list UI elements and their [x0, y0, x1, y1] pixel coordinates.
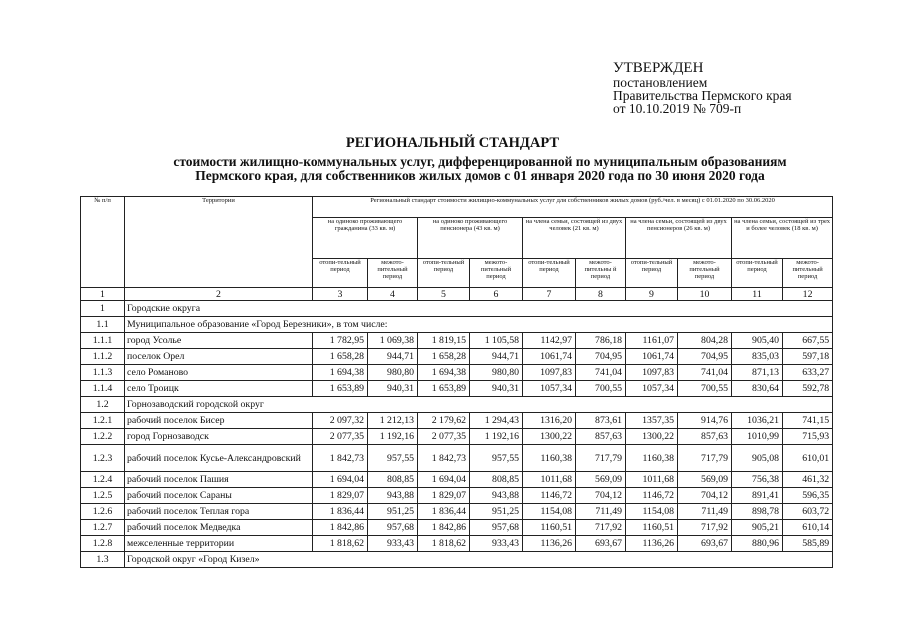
territory-name: рабочий поселок Медведка: [125, 520, 313, 536]
tariff-value: 569,09: [678, 472, 732, 488]
tariff-value: 1057,34: [523, 381, 576, 397]
column-number: 7: [523, 288, 576, 301]
tariff-value: 1 842,86: [313, 520, 368, 536]
tariff-value: 857,63: [576, 429, 626, 445]
tariff-value: 1146,72: [523, 488, 576, 504]
table-row: [81, 445, 833, 472]
header-group: на одиноко проживающего пенсионера (43 кв. м): [418, 218, 523, 259]
header-period: отопи-тельный период: [418, 259, 470, 288]
approval-line: постановлением: [613, 75, 708, 90]
table-row: [81, 504, 833, 520]
column-number: 12: [783, 288, 833, 301]
tariff-value: 693,67: [678, 536, 732, 552]
header-group: на одиноко проживающего гражданина (33 кв. м): [313, 218, 418, 259]
tariff-value: 1 819,15: [418, 333, 470, 349]
tariff-value: 873,61: [576, 413, 626, 429]
tariff-value: 596,35: [783, 488, 833, 504]
section-title: Муниципальное образование «Город Березники», в том числе:: [125, 317, 833, 333]
tariff-value: 1 653,89: [418, 381, 470, 397]
tariff-value: 1160,38: [626, 445, 678, 472]
tariff-value: 804,28: [678, 333, 732, 349]
tariff-value: 1 192,16: [470, 429, 523, 445]
section-row: [81, 552, 833, 568]
tariff-value: 898,78: [732, 504, 783, 520]
tariff-value: 592,78: [783, 381, 833, 397]
tariff-value: 808,85: [470, 472, 523, 488]
tariff-value: 940,31: [368, 381, 418, 397]
tariff-value: 943,88: [470, 488, 523, 504]
tariff-value: 1136,26: [523, 536, 576, 552]
tariff-value: 1 842,73: [418, 445, 470, 472]
header-period: межото-пительный период: [783, 259, 833, 288]
tariff-value: 957,68: [368, 520, 418, 536]
tariff-value: 610,01: [783, 445, 833, 472]
approval-stamp: [613, 60, 898, 115]
column-number-row: [81, 288, 833, 301]
tariff-value: 933,43: [470, 536, 523, 552]
header-period: межото-пительный период: [470, 259, 523, 288]
table-body: [81, 301, 833, 568]
territory-name: рабочий поселок Сараны: [125, 488, 313, 504]
tariff-value: 905,21: [732, 520, 783, 536]
row-code: 1.1.3: [81, 365, 125, 381]
table-row: [81, 488, 833, 504]
tariff-value: 914,76: [678, 413, 732, 429]
tariff-value: 704,12: [576, 488, 626, 504]
tariff-value: 693,67: [576, 536, 626, 552]
header-period: отопи-тельный период: [523, 259, 576, 288]
tariff-value: 1 658,28: [313, 349, 368, 365]
header-period: отопи-тельный период: [732, 259, 783, 288]
tariff-value: 741,15: [783, 413, 833, 429]
tariff-value: 1036,21: [732, 413, 783, 429]
tariff-value: 717,92: [678, 520, 732, 536]
column-number: 1: [81, 288, 125, 301]
row-code: 1.2.6: [81, 504, 125, 520]
tariff-value: 944,71: [368, 349, 418, 365]
tariff-value: 1357,35: [626, 413, 678, 429]
tariff-value: 943,88: [368, 488, 418, 504]
tariff-value: 891,41: [732, 488, 783, 504]
tariff-value: 944,71: [470, 349, 523, 365]
header-period: межото-пительный период: [368, 259, 418, 288]
territory-name: рабочий поселок Теплая гора: [125, 504, 313, 520]
column-number: 3: [313, 288, 368, 301]
tariff-value: 957,55: [470, 445, 523, 472]
tariff-value: 633,27: [783, 365, 833, 381]
tariff-value: 1300,22: [626, 429, 678, 445]
header-no: № п/п: [81, 197, 125, 288]
column-number: 5: [418, 288, 470, 301]
territory-name: рабочий поселок Бисер: [125, 413, 313, 429]
row-code: 1.2.1: [81, 413, 125, 429]
tariff-value: 1 105,58: [470, 333, 523, 349]
tariff-value: 1136,26: [626, 536, 678, 552]
tariff-value: 717,79: [678, 445, 732, 472]
tariff-value: 711,49: [678, 504, 732, 520]
tariff-value: 741,04: [576, 365, 626, 381]
tariff-value: 610,14: [783, 520, 833, 536]
tariff-value: 1097,83: [523, 365, 576, 381]
header-period: отопи-тельный период: [313, 259, 368, 288]
tariff-value: 715,93: [783, 429, 833, 445]
column-number: 6: [470, 288, 523, 301]
tariff-value: 461,32: [783, 472, 833, 488]
tariff-value: 1010,99: [732, 429, 783, 445]
column-number: 11: [732, 288, 783, 301]
tariff-value: 933,43: [368, 536, 418, 552]
subtitle-line: стоимости жилищно-коммунальных услуг, дифференцированной по муниципальным образованиям: [173, 154, 787, 169]
tariff-value: 1097,83: [626, 365, 678, 381]
header-group: на члена семьи, состоящей из трех и более человек (18 кв. м): [732, 218, 833, 259]
tariff-value: 1142,97: [523, 333, 576, 349]
tariff-value: 711,49: [576, 504, 626, 520]
table-row: [81, 381, 833, 397]
tariff-value: 585,89: [783, 536, 833, 552]
tariff-value: 1 212,13: [368, 413, 418, 429]
document-subtitle: [100, 155, 860, 183]
tariff-value: 704,95: [576, 349, 626, 365]
tariff-value: 980,80: [470, 365, 523, 381]
tariff-value: 1061,74: [523, 349, 576, 365]
territory-name: село Романово: [125, 365, 313, 381]
tariff-value: 1160,51: [626, 520, 678, 536]
tariff-value: 1 836,44: [313, 504, 368, 520]
table-row: [81, 536, 833, 552]
tariff-value: 1 836,44: [418, 504, 470, 520]
column-number: 2: [125, 288, 313, 301]
section-title: Городские округа: [125, 301, 833, 317]
row-code: 1.2.3: [81, 445, 125, 472]
tariff-value: 905,08: [732, 445, 783, 472]
tariff-table: [80, 196, 833, 568]
territory-name: село Троицк: [125, 381, 313, 397]
tariff-value: 2 077,35: [313, 429, 368, 445]
territory-name: поселок Орел: [125, 349, 313, 365]
tariff-value: 880,96: [732, 536, 783, 552]
tariff-value: 2 077,35: [418, 429, 470, 445]
row-code: 1.2.4: [81, 472, 125, 488]
tariff-value: 835,03: [732, 349, 783, 365]
document-title: РЕГИОНАЛЬНЫЙ СТАНДАРТ: [345, 135, 560, 151]
tariff-value: 1011,68: [626, 472, 678, 488]
tariff-value: 603,72: [783, 504, 833, 520]
tariff-value: 1 842,86: [418, 520, 470, 536]
tariff-value: 951,25: [368, 504, 418, 520]
column-number: 9: [626, 288, 678, 301]
tariff-value: 808,85: [368, 472, 418, 488]
tariff-value: 1 294,43: [470, 413, 523, 429]
tariff-value: 1 818,62: [418, 536, 470, 552]
tariff-value: 786,18: [576, 333, 626, 349]
section-title: Городской округ «Город Кизел»: [125, 552, 833, 568]
territory-name: город Горнозаводск: [125, 429, 313, 445]
tariff-value: 1 842,73: [313, 445, 368, 472]
tariff-value: 1 694,38: [313, 365, 368, 381]
tariff-value: 717,92: [576, 520, 626, 536]
tariff-value: 1 653,89: [313, 381, 368, 397]
tariff-value: 1 192,16: [368, 429, 418, 445]
row-code: 1.2.2: [81, 429, 125, 445]
row-code: 1.1.2: [81, 349, 125, 365]
approval-line: от 10.10.2019 № 709-п: [613, 101, 742, 116]
header-group: на члена семьи, состоящей из двух человек (21 кв. м): [523, 218, 626, 259]
tariff-value: 830,64: [732, 381, 783, 397]
tariff-value: 1 694,04: [313, 472, 368, 488]
territory-name: рабочий поселок Кусье-Александровский: [125, 445, 313, 472]
tariff-value: 741,04: [678, 365, 732, 381]
tariff-value: 1 782,95: [313, 333, 368, 349]
territory-name: межселенные территории: [125, 536, 313, 552]
table-row: [81, 333, 833, 349]
column-number: 4: [368, 288, 418, 301]
table-row: [81, 413, 833, 429]
column-number: 10: [678, 288, 732, 301]
tariff-value: 717,79: [576, 445, 626, 472]
tariff-value: 1160,51: [523, 520, 576, 536]
territory-name: рабочий поселок Пашия: [125, 472, 313, 488]
tariff-value: 1300,22: [523, 429, 576, 445]
territory-name: город Усолье: [125, 333, 313, 349]
tariff-value: 704,95: [678, 349, 732, 365]
tariff-value: 940,31: [470, 381, 523, 397]
tariff-value: 597,18: [783, 349, 833, 365]
approval-title: УТВЕРЖДЕН: [613, 60, 704, 76]
table-row: [81, 472, 833, 488]
tariff-value: 569,09: [576, 472, 626, 488]
tariff-value: 1316,20: [523, 413, 576, 429]
row-code: 1.2.8: [81, 536, 125, 552]
tariff-value: 1 694,04: [418, 472, 470, 488]
tariff-value: 1160,38: [523, 445, 576, 472]
tariff-value: 704,12: [678, 488, 732, 504]
header-period: отопи-тельный период: [626, 259, 678, 288]
table-row: [81, 520, 833, 536]
tariff-value: 1154,08: [626, 504, 678, 520]
row-code: 1.2: [81, 397, 125, 413]
tariff-value: 2 097,32: [313, 413, 368, 429]
tariff-value: 700,55: [576, 381, 626, 397]
row-code: 1.1.1: [81, 333, 125, 349]
row-code: 1.1.4: [81, 381, 125, 397]
header-group: на члена семьи, состоящей из двух пенсионеров (26 кв. м): [626, 218, 732, 259]
header-period: межото-пительны й период: [576, 259, 626, 288]
tariff-value: 1011,68: [523, 472, 576, 488]
tariff-value: 1 829,07: [418, 488, 470, 504]
approval-line: Правительства Пермского края: [613, 88, 792, 103]
tariff-value: 700,55: [678, 381, 732, 397]
row-code: 1.2.7: [81, 520, 125, 536]
table-row: [81, 349, 833, 365]
tariff-value: 1057,34: [626, 381, 678, 397]
tariff-value: 871,13: [732, 365, 783, 381]
header-territory: Территории: [125, 197, 313, 288]
tariff-value: 1061,74: [626, 349, 678, 365]
tariff-value: 957,55: [368, 445, 418, 472]
section-row: [81, 301, 833, 317]
tariff-value: 1154,08: [523, 504, 576, 520]
tariff-value: 2 179,62: [418, 413, 470, 429]
tariff-value: 667,55: [783, 333, 833, 349]
tariff-value: 905,40: [732, 333, 783, 349]
row-code: 1.1: [81, 317, 125, 333]
subtitle-line: Пермского края, для собственников жилых домов с 01 января 2020 года по 30 июня 2020 года: [195, 168, 765, 183]
tariff-value: 857,63: [678, 429, 732, 445]
section-row: [81, 317, 833, 333]
tariff-value: 980,80: [368, 365, 418, 381]
tariff-value: 1161,07: [626, 333, 678, 349]
section-row: [81, 397, 833, 413]
row-code: 1.2.5: [81, 488, 125, 504]
tariff-value: 951,25: [470, 504, 523, 520]
row-code: 1: [81, 301, 125, 317]
tariff-value: 1 069,38: [368, 333, 418, 349]
header-period: межото-пительный период: [678, 259, 732, 288]
tariff-value: 1 829,07: [313, 488, 368, 504]
row-code: 1.3: [81, 552, 125, 568]
tariff-value: 957,68: [470, 520, 523, 536]
tariff-value: 1 694,38: [418, 365, 470, 381]
tariff-value: 1 818,62: [313, 536, 368, 552]
table-row: [81, 365, 833, 381]
column-number: 8: [576, 288, 626, 301]
header-standard: Региональный стандарт стоимости жилищно-коммунальных услуг для собственников жилых домов (руб./чел. в месяц) с 01.01.2020 по 30.06.2020: [313, 197, 833, 218]
tariff-value: 1146,72: [626, 488, 678, 504]
tariff-value: 756,38: [732, 472, 783, 488]
tariff-value: 1 658,28: [418, 349, 470, 365]
section-title: Горнозаводский городской округ: [125, 397, 833, 413]
table-row: [81, 429, 833, 445]
